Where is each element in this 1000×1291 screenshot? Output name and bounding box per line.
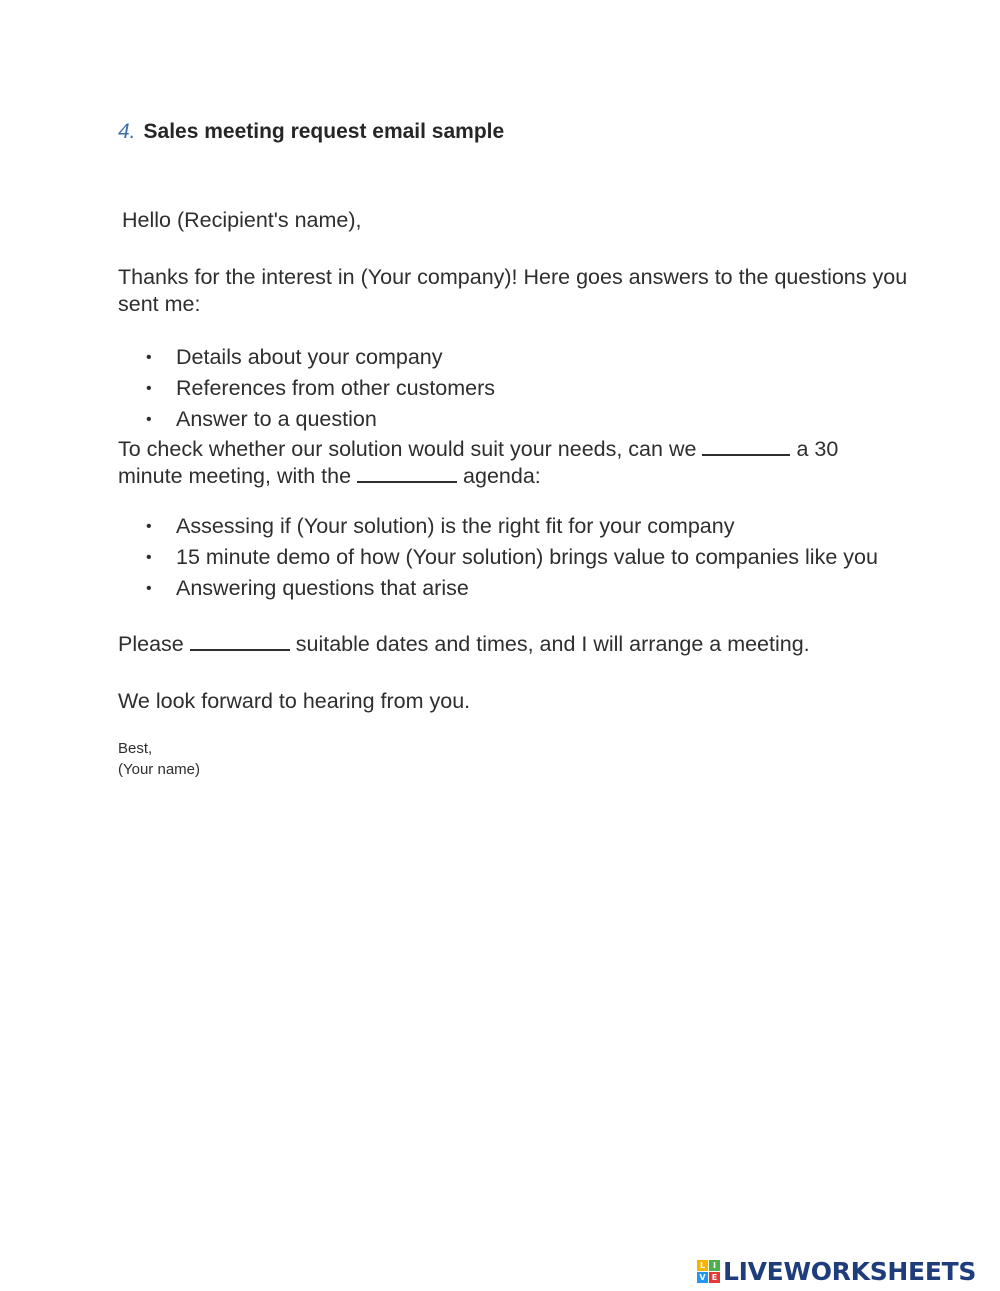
logo-letter: I [709, 1260, 720, 1271]
list-item: • Answering questions that arise [146, 576, 469, 600]
signoff-block [118, 738, 200, 780]
section-title: Sales meeting request email sample [143, 120, 505, 143]
bullet-icon: • [146, 549, 152, 566]
logo-mark-icon [697, 1260, 720, 1283]
questions-list [118, 344, 908, 437]
logo-text: LIVEWORKSHEETS [723, 1256, 977, 1286]
liveworksheets-logo [697, 1256, 976, 1286]
bullet-icon: • [146, 349, 152, 366]
list-item: • Answer to a question [146, 407, 377, 431]
meeting-request-paragraph: To check whether our solution would suit your needs, can we a 30 minute meeting, with the agenda: [118, 437, 839, 488]
blank-answer-field-3[interactable] [190, 631, 290, 651]
email-intro: Thanks for the interest in (Your company)! Here goes answers to the questions you sent me: [118, 265, 908, 316]
bullet-icon: • [146, 411, 152, 428]
list-item: • Assessing if (Your solution) is the right fit for your company [146, 514, 735, 538]
bullet-icon: • [146, 380, 152, 397]
closing-paragraph: We look forward to hearing from you. [118, 689, 471, 713]
list-item: • Details about your company [146, 345, 443, 369]
signature-text: (Your name) [118, 761, 200, 778]
section-heading [118, 118, 504, 146]
agenda-list [118, 513, 908, 606]
logo-letter: V [697, 1272, 708, 1283]
blank-answer-field-1[interactable] [702, 436, 790, 456]
logo-letter: E [709, 1272, 720, 1283]
dates-paragraph: Please suitable dates and times, and I will arrange a meeting. [118, 632, 810, 656]
section-number: 4. [118, 120, 136, 143]
list-item: • References from other customers [146, 376, 496, 400]
list-item: • 15 minute demo of how (Your solution) brings value to companies like you [146, 545, 878, 569]
email-greeting: Hello (Recipient's name), [122, 208, 362, 232]
logo-letter: L [697, 1260, 708, 1271]
signoff-text: Best, [118, 740, 153, 757]
bullet-icon: • [146, 580, 152, 597]
blank-answer-field-2[interactable] [357, 463, 457, 483]
bullet-icon: • [146, 518, 152, 535]
